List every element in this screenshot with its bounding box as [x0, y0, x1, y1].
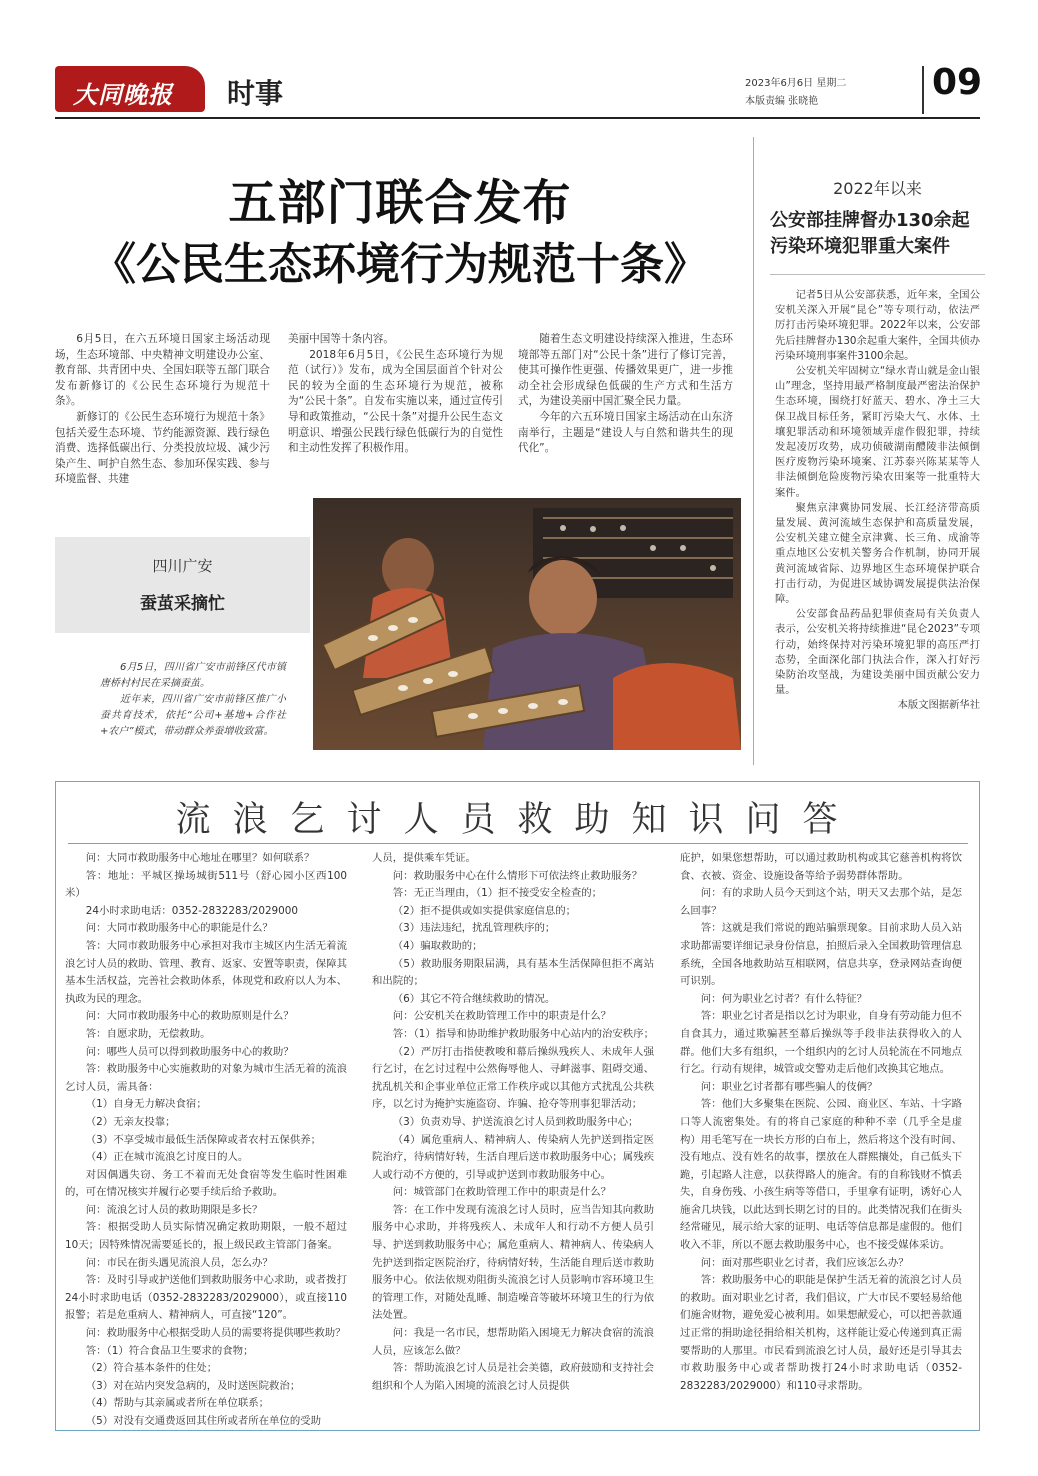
qa-paragraph: 答：地址：平城区操场城街511号（舒心园小区西100米） [65, 869, 347, 900]
qa-paragraph: （2）严厉打击指使教唆和幕后操纵残疾人、未成年人强行乞讨，在乞讨过程中公然侮辱他人、寻衅滋事、阻碍交通、扰乱机关和企事业单位正常工作秩序或以其他方式扰乱公共秩序，以乞讨为掩护实施盗窃、诈骗、抢夺等刑事犯罪活动； [372, 1045, 654, 1111]
qa-paragraph: （1）自身无力解决食宿； [85, 1098, 207, 1111]
qa-paragraph: （4）属危重病人、精神病人、传染病人先护送到指定医院治疗，待病情好转，生活自理后送市救助服务中心；属残疾人或行动不方便的，引导或护送到市救助服务中心。 [372, 1133, 654, 1181]
qa-paragraph: 人员，提供乘车凭证。 [372, 852, 476, 864]
article-paragraph: 新修订的《公民生态环境行为规范十条》包括关爱生态环境、节约能源资源、践行绿色消费、选择低碳出行、分类投放垃圾、减少污染产生、呵护自然生态、参加环保实践、参与环境监督、共建 [55, 410, 270, 486]
qa-paragraph: （2）符合基本条件的住处； [85, 1362, 218, 1375]
article-paragraph: 随着生态文明建设持续深入推进，生态环境部等五部门对“公民十条”进行了修订完善，使其可操作性更强、传播效果更广，进一步推动全社会形成绿色低碳的生产方式和生活方式，为建设美丽中国汇聚全民力量。 [518, 333, 733, 408]
qa-paragraph: （3）不享受城市最低生活保障或者农村五保供养； [85, 1133, 321, 1146]
article-paragraph: 2018年6月5日，《公民生态环境行为规范（试行）》发布，成为全国层面首个针对公民的较为全面的生态环境行为规范，被称为“公民十条”。自发布实施以来，通过宣传引导和政策推动，“公民十条”对提升公民生态文明意识、增强公民践行绿色低碳行为的自觉性和主动性发挥了积极作用。 [288, 348, 503, 455]
sidebar-article [775, 288, 980, 714]
sidebar-paragraph: 记者5日从公安部获悉，近年来，全国公安机关深入开展“昆仑”等专项行动，依法严厉打击污染环境犯罪。2022年以来，公安部先后挂牌督办130余起重大案件，全国共侦办污染环境刑事案件3100余起。 [775, 289, 980, 362]
photo-location: 四川广安 [152, 557, 213, 575]
qa-paragraph: 答：大同市救助服务中心承担对我市主城区内生活无着流浪乞讨人员的救助、管理、教育、返家、安置等职责，保障其基本生活权益，完善社会救助体系，体现党和政府以人为本、执政为民的理念。 [65, 939, 347, 1005]
article-column-3 [518, 332, 733, 457]
silkworm-cocoon-photo [313, 498, 741, 750]
qa-paragraph: 问：何为职业乞讨者？有什么特征？ [700, 992, 868, 1005]
qa-paragraph: 答：（1）符合食品卫生要求的食物； [85, 1344, 254, 1357]
qa-column-3 [680, 850, 962, 1395]
qa-paragraph: 问：公安机关在救助管理工作中的职责是什么？ [392, 1010, 611, 1023]
qa-paragraph: 问：救助服务中心在什么情形下可依法终止救助服务？ [392, 869, 643, 882]
qa-paragraph: 答：职业乞讨者是指以乞讨为职业，自身有劳动能力但不自食其力，通过欺骗甚至幕后操纵等手段非法获得收入的人群。他们大多有组织，一个组织内的乞讨人员轮流在不同地点行乞。行动有规律，城管或交警劝走后他们改换其它地点。 [680, 1010, 962, 1076]
caption-paragraph: 近年来，四川省广安市前锋区推广小蚕共育技术，依托“公司+基地+合作社+农户”模式，带动群众养蚕增收致富。 [100, 694, 286, 737]
qa-paragraph: 问：面对那些职业乞讨者，我们应该怎么办？ [700, 1256, 909, 1269]
sidebar-paragraph: 聚焦京津冀协同发展、长江经济带高质量发展、黄河流域生态保护和高质量发展，公安机关建立健全京津冀、长三角、成渝等重点地区公安机关警务合作机制，协同开展黄河流域省际、边界地区生态环境保护联合打击行动，为促进区域协调发展提供法治保障。 [775, 501, 980, 606]
qa-column-1 [65, 850, 347, 1431]
qa-paragraph: （4）帮助与其亲属或者所在单位联系； [85, 1397, 270, 1410]
qa-paragraph: 问：我是一名市民，想帮助陷入困境无力解决食宿的流浪人员，应该怎么做？ [372, 1327, 654, 1357]
qa-paragraph: 问：职业乞讨者都有哪些骗人的伎俩？ [700, 1080, 878, 1093]
qa-title: 流浪乞讨人员救助知识问答 [175, 800, 860, 840]
qa-paragraph: （5）对没有交通费返回其住所或者所在单位的受助 [85, 1415, 321, 1427]
page-header [55, 60, 983, 120]
logo-text: 大同晚报 [73, 80, 173, 109]
qa-paragraph: 对因偶遇失窃、务工不着而无处食宿等发生临时性困难的，可在情况核实并履行必要手续后给予救助。 [65, 1168, 347, 1199]
qa-paragraph: 答：根据受助人员实际情况确定救助期限，一般不超过10天；因特殊情况需要延长的，报上级民政主管部门备案。 [65, 1221, 347, 1252]
qa-paragraph: （3）负责劝导、护送流浪乞讨人员到救助服务中心； [392, 1115, 639, 1128]
qa-paragraph: 答：救助服务中心实施救助的对象为城市生活无着的流浪乞讨人员，需具备： [65, 1063, 347, 1093]
qa-paragraph: （2）拒不提供或如实提供家庭信息的； [392, 904, 577, 917]
caption-paragraph: 6月5日，四川省广安市前锋区代市镇唐桥村村民在采摘蚕茧。 [100, 662, 286, 689]
qa-paragraph: 问：有的求助人员今天到这个站，明天又去那个站，是怎么回事？ [680, 887, 962, 917]
section-name: 时事 [227, 77, 284, 110]
qa-column-2 [372, 850, 654, 1395]
header-rule [55, 117, 980, 119]
qa-paragraph: 答：自愿求助，无偿救助。 [85, 1027, 211, 1040]
qa-paragraph: 问：大同市救助服务中心的救助原则是什么？ [85, 1010, 294, 1023]
qa-paragraph: 答：无正当理由，（1）拒不接受安全检查的； [392, 887, 603, 900]
qa-paragraph: 24小时求助电话：0352-2832283/2029000 [85, 904, 298, 917]
newspaper-logo [55, 66, 205, 112]
photo-credit: 本版文图据新华社 [897, 699, 980, 712]
header-divider [922, 66, 924, 114]
qa-paragraph: （4）正在城市流浪乞讨度日的人。 [85, 1151, 249, 1164]
qa-paragraph: 庇护，如果您想帮助，可以通过救助机构或其它慈善机构将饮食、衣被、资金、设施设备等给予弱势群体帮助。 [680, 852, 962, 882]
article-column-2 [288, 332, 503, 457]
qa-paragraph: （3）对在站内突发急病的，及时送医院救治； [85, 1379, 301, 1392]
qa-paragraph: 答：帮助流浪乞讨人员是社会美德，政府鼓励和支持社会组织和个人为陷入困境的流浪乞讨人员提供 [372, 1362, 654, 1392]
qa-paragraph: （4）骗取救助的； [392, 939, 483, 952]
article-paragraph: 今年的六五环境日国家主场活动在山东济南举行，主题是“建设人与自然和谐共生的现代化”。 [518, 410, 733, 455]
column-divider [753, 137, 754, 765]
qa-paragraph: 答：他们大多聚集在医院、公园、商业区、车站、十字路口等人流密集处。有的将自己家庭的种种不幸（几乎全是虚构）用毛笔写在一块长方形的白布上，然后将这个没有时间、没有地点、没有姓名的故事，摆放在人群熙攘处，自己低头下跪，引起路人注意，以获得路人的施舍。有的自称钱财不慎丢失，自身伤残、小孩生病等等借口，手里拿有证明，诱好心人施舍几块钱，以此达到长期乞讨的目的。此类情况我们在街头经常碰见，展示给大家的证明、电话等信息都是虚假的。他们收入不菲，所以不愿去救助服务中心，也不接受媒体采访。 [680, 1098, 962, 1252]
qa-paragraph: 答：这就是我们常说的跑站骗票现象。目前求助人员入站求助都需要详细记录身份信息，拍照后录入全国救助管理信息系统，全国各地救助站互相联网，信息共享，登录网站查询便可识别。 [680, 922, 962, 988]
headline-line-2: 《公民生态环境行为规范十条》 [92, 239, 708, 290]
qa-paragraph: 问：城管部门在救助管理工作中的职责是什么？ [392, 1186, 611, 1199]
page-editor: 本版责编 张晓艳 [745, 96, 819, 107]
qa-paragraph: 问：大同市救助服务中心的职能是什么？ [85, 922, 273, 935]
sidebar-paragraph: 公安部食品药品犯罪侦查局有关负责人表示，公安机关将持续推进“昆仑2023”专项行动，始终保持对污染环境犯罪的高压严打态势，全面深化部门执法合作，深入打好污染防治攻坚战，为建设美丽中国贡献公安力量。 [775, 608, 980, 697]
sidebar-rule [770, 274, 985, 275]
article-paragraph: 6月5日，在六五环境日国家主场活动现场，生态环境部、中央精神文明建设办公室、教育部、共青团中央、全国妇联等五部门联合发布新修订的《公民生态环境行为规范十条》。 [55, 333, 270, 408]
qa-paragraph: （5）救助服务期限届满，具有基本生活保障但拒不离站和出院的； [372, 957, 654, 988]
news-photo [313, 498, 741, 750]
headline-line-1: 五部门联合发布 [228, 175, 572, 231]
qa-paragraph: 答：在工作中发现有流浪乞讨人员时，应当告知其向救助服务中心求助，并将残疾人、未成年人和行动不方便人员引导、护送到救助服务中心；属危重病人、精神病人、传染病人先护送到指定医院治疗，待病情好转，生活能自理后送市救助服务中心。依法依规劝阻街头流浪乞讨人员影响市容环境卫生的管理工作，对随处乱睡、制造噪音等破坏环境卫生的行为依法处置。 [372, 1203, 654, 1322]
article-paragraph: 美丽中国等十条内容。 [288, 333, 394, 345]
qa-paragraph: 答：（1）指导和协助维护救助服务中心站内的治安秩序； [392, 1027, 654, 1040]
qa-title-rule [68, 843, 968, 844]
qa-paragraph: 问：市民在街头遇见流浪人员，怎么办？ [85, 1256, 273, 1269]
photo-title: 蚕茧采摘忙 [140, 594, 225, 614]
article-column-1 [55, 332, 270, 488]
qa-paragraph: 问：大同市救助服务中心地址在哪里？如何联系？ [85, 852, 315, 864]
page-number: 09 [932, 62, 983, 103]
sidebar-headline: 公安部挂牌督办130余起污染环境犯罪重大案件 [770, 210, 970, 257]
sidebar-paragraph: 公安机关牢固树立“绿水青山就是金山银山”理念，坚持用最严格制度最严密法治保护生态环境，围绕打好蓝天、碧水、净土三大保卫战目标任务，紧盯污染大气、水体、土壤犯罪活动和环境领域弄虚作假犯罪，持续发起凌厉攻势，成功侦破湖南醴陵非法倾倒医疗废物污染环境案、江苏泰兴陈某某等人非法倾倒危险废物污染农田案等一批重特大案件。 [775, 365, 980, 499]
qa-paragraph: （2）无亲友投靠； [85, 1115, 176, 1128]
qa-paragraph: 问：哪些人员可以得到救助服务中心的救助？ [85, 1045, 294, 1058]
qa-paragraph: 问：救助服务中心根据受助人员的需要将提供哪些救助？ [85, 1327, 346, 1340]
photo-caption [100, 660, 286, 740]
qa-paragraph: （6）其它不符合继续救助的情况。 [392, 992, 556, 1005]
qa-paragraph: 答：救助服务中心的职能是保护生活无着的流浪乞讨人员的救助。面对职业乞讨者，我们倡议，广大市民不要轻易给他们施舍财物，避免爱心被利用。如果想献爱心，可以把善款通过正常的捐助途径捐给相关机构，这样能让爱心传递到真正需要帮助的人那里。市民看到流浪乞讨人员，最好还是引导其去市救助服务中心或者帮助拨打24小时求助电话（0352-2832283/2029000）和110寻求帮助。 [680, 1274, 962, 1392]
photo-caption-box [55, 537, 310, 633]
qa-paragraph: 问：流浪乞讨人员的救助期限是多长？ [85, 1203, 263, 1216]
issue-date: 2023年6月6日 星期二 [745, 78, 847, 89]
sidebar-kicker: 2022年以来 [833, 179, 922, 198]
main-headline [55, 172, 745, 296]
qa-paragraph: （3）违法违纪，扰乱管理秩序的； [392, 922, 556, 935]
qa-paragraph: 答：及时引导或护送他们到救助服务中心求助，或者拨打24小时求助电话（0352-2832283/2029000），或直接110报警；若是危重病人、精神病人，可直接“120”。 [65, 1274, 347, 1322]
